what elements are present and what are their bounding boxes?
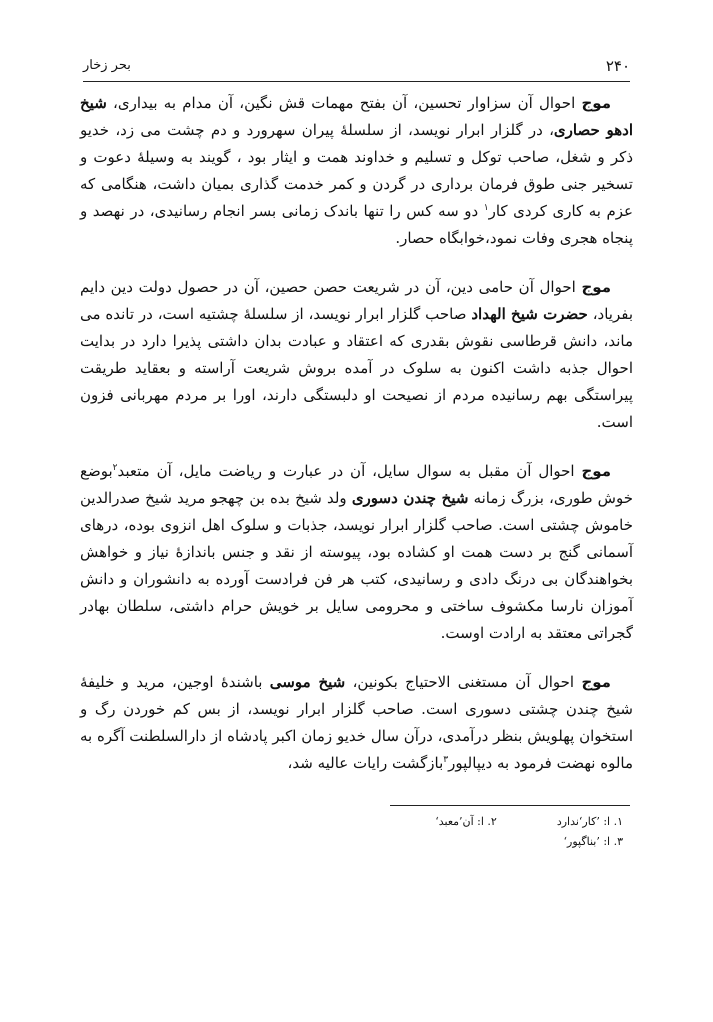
person-name: حضرت شیخ الهداد xyxy=(471,305,588,323)
entry-text: ولد شیخ بده بن چهجو مرید شیخ صدرالدین خاموش چشتی است. صاحب گلزار ابرار نویسد، جذبات و سلوک اهل انزوی بوده، درهای آسمانی گنج بر دست همت او کشاده بود، پیوسته از نقد و جنس باندازهٔ نیاز و خواهش بخواهندگان بی درنگ دادی و رسانیدی، کتب هر فن فرادست آورده به دانشوران و دانش آموزان نارسا مکشوف ساختی و محرومی سایل بر خویش حرام داشتی، سلطان بهادر گجراتی معتقد به ارادت اوست. xyxy=(80,489,633,642)
footnote-divider xyxy=(390,805,630,806)
entry-paragraph xyxy=(80,90,633,252)
entry-lead-word: موج xyxy=(581,673,611,691)
entry-text: بوضع خوش طوری، بزرگ زمانه xyxy=(80,462,633,507)
page-number: ۲۴۰ xyxy=(605,57,630,75)
entry-paragraph xyxy=(80,274,633,436)
entry-paragraph xyxy=(80,669,633,777)
footnote-3: ۳. ا: ’بناگپور‘ xyxy=(563,835,623,848)
person-name: شیخ ادهو حصاری xyxy=(80,94,633,139)
entry-text: احوال آن مقبل به سوال سایل، آن در عبارت و ریاضت مایل، آن متعبد xyxy=(117,462,575,480)
entry-text: احوال آن سزاوار تحسین، آن بفتح مهمات قش نگین، آن مدام به بیداری، xyxy=(106,94,576,112)
main-text xyxy=(80,90,633,799)
entry-lead-word: موج xyxy=(581,278,611,296)
person-name: شیخ چندن دسوری xyxy=(351,489,469,507)
footnote-row xyxy=(90,812,623,832)
footnotes xyxy=(90,812,623,852)
entry-text: ، در گلزار ابرار نویسد، از سلسلهٔ پیران سهرورد و دم چشت می زد، خدیو ذکر و شغل، صاحب توکل و تسلیم و خداوند همت و ایثار بود ، گویند به وسیلهٔ دعوت و تسخیر جنی طوق فرمان برداری در گردن و کمر خدمت گذاری بمیان داشت، هنگامی که عزم به کاری کردی کار xyxy=(80,121,634,220)
entry-text: بازگشت رایات عالیه شد، xyxy=(287,754,444,772)
footnote-1: ۱. ا: ’کار‘ندارد xyxy=(556,815,623,828)
running-title: بحر زخار xyxy=(83,58,131,73)
entry-text: احوال آن حامی دین، آن در شریعت حصن حصین، آن در حصول دولت دین دایم بفریاد، xyxy=(80,278,633,323)
footnote-marker: ۳ xyxy=(443,755,449,765)
entry-lead-word: موج xyxy=(581,462,611,480)
entry-text: صاحب گلزار ابرار نویسد، از سلسلهٔ چشتیه است، در تانده می ماند، دانش قرطاسی نقوش بقدری که اعتقاد و عبادت بدان داشتی پذیرا دارد در بدایت احوال جذبه داشت اکنون به سلوک در آمده بروش شریعت آراسته و بعقاید طریقت پیراستگی بهم رسانیده مردم از نصیحت او دلبستگی دارند، اورا بر مردم مهربانی فزون است. xyxy=(80,305,633,431)
entry-text: باشندهٔ اوجین، مرید و خلیفهٔ شیخ چندن چشتی دسوری است. صاحب گلزار ابرار نویسد، از بس کم خوردن رگ و استخوان پهلویش بنظر درآمدی، درآن سال خدیو زمان اکبر پادشاه از دارالسلطنت آگره به مالوه نهضت فرمود به دیپالپور xyxy=(80,673,633,772)
footnote-marker: ۲ xyxy=(112,463,118,473)
entry-paragraph xyxy=(80,458,633,647)
footnote-marker: ۱ xyxy=(483,203,489,213)
entry-text: دو سه کس را تنها باندک زمانی بسر انجام رسانیدی، در نهصد و پنجاه هجری وفات نمود،خوابگاه حصار. xyxy=(80,202,633,247)
entry-text: احوال آن مستغنی الاحتیاج بکونین، xyxy=(345,673,575,691)
footnote-row xyxy=(90,832,623,852)
page-header xyxy=(83,55,630,82)
footnote-2: ۲. ا: آن’معبد‘ xyxy=(435,815,497,828)
entry-lead-word: موج xyxy=(581,94,611,112)
person-name: شیخ موسی xyxy=(269,673,346,691)
